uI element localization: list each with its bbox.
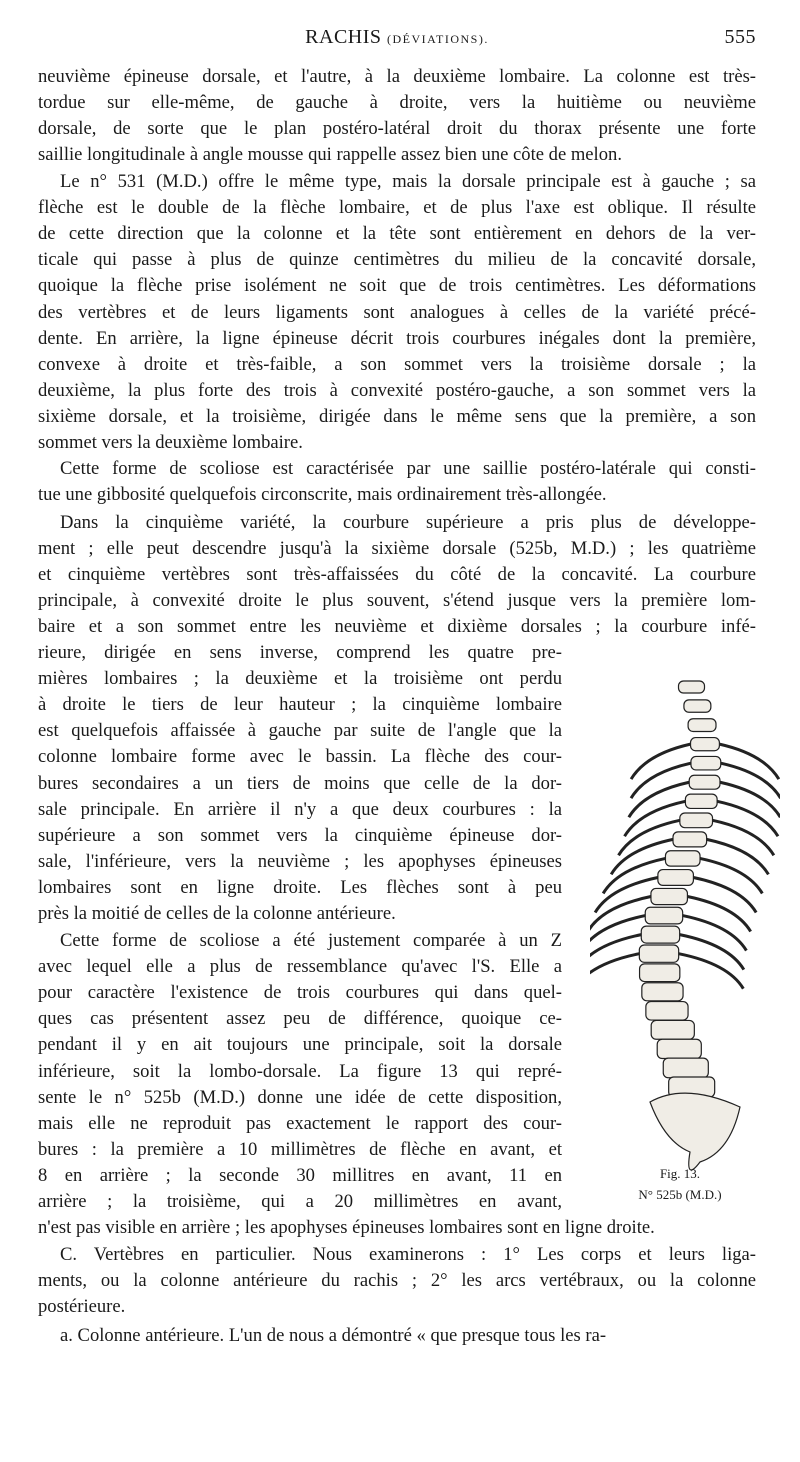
vertebra-mark xyxy=(665,851,700,866)
text-line: principale, à convexité droite le plus souvent, s'étend jusque vers la première lom- xyxy=(38,590,756,612)
vertebra-mark xyxy=(642,983,683,1001)
text-line: quoique la flèche prise isolément ne soit que de trois centimètres. Les déformations xyxy=(38,275,756,297)
vertebra-mark xyxy=(646,1002,688,1020)
vertebra-mark xyxy=(685,794,717,808)
figure-spine-illustration xyxy=(590,662,780,1192)
text-line: et cinquième vertèbres sont très-affaissées du côté de la concavité. La courbure xyxy=(38,564,756,586)
text-line: sixième dorsale, et la troisième, dirigée dans le même sens que la première, a son xyxy=(38,405,756,427)
text-line: est quelquefois affaissée à gauche par suite de l'angle que la xyxy=(38,720,562,742)
vertebra-mark xyxy=(691,738,720,751)
text-line: pendant il y en ait toujours une principale, soit la dorsale xyxy=(38,1034,562,1056)
running-head xyxy=(38,26,756,52)
text-line: Le n° 531 (M.D.) offre le même type, mais la dorsale principale est à gauche ; sa xyxy=(60,171,756,192)
text-line: avec lequel elle a plus de ressemblance qu'avec l'S. Elle a xyxy=(38,956,562,978)
vertebra-mark xyxy=(651,1020,694,1039)
text-line: bures secondaires a un tiers de moins que celle de la dor- xyxy=(38,772,562,794)
figure-caption: N° 525b (M.D.) xyxy=(638,1187,722,1202)
vertebra-mark xyxy=(639,945,678,962)
text-line: inférieure, soit la lombo-dorsale. La figure 13 qui repré- xyxy=(38,1060,562,1082)
vertebra-mark xyxy=(679,681,705,693)
text-line: dorsale, de sorte que le plan postéro-latéral droit du thorax présente une forte xyxy=(38,118,756,140)
vertebra-mark xyxy=(680,813,713,828)
running-title-main: RACHIS xyxy=(305,26,382,48)
text-line: Cette forme de scoliose a été justement comparée à un Z xyxy=(60,930,562,951)
text-line: postérieure. xyxy=(38,1296,126,1318)
text-line: bures : la première a 10 millimètres de flèche en avant, et xyxy=(38,1138,562,1160)
text-line: Cette forme de scoliose est caractérisée par une saillie postéro-latérale qui consti- xyxy=(60,458,756,479)
text-line: sommet vers la deuxième lombaire. xyxy=(38,432,303,453)
text-line: sente le n° 525b (M.D.) donne une idée de cette disposition, xyxy=(38,1086,562,1108)
vertebra-mark xyxy=(651,888,687,904)
text-line: pour caractère l'existence de trois courbures qui dans quel- xyxy=(38,982,562,1004)
text-line: supérieure a son sommet vers la cinquième épineuse dor- xyxy=(38,824,562,846)
vertebra-mark xyxy=(673,832,707,847)
vertebra-mark xyxy=(663,1058,708,1078)
sacrum-mark xyxy=(650,1093,740,1170)
text-line: sale principale. En arrière il n'y a que deux courbures : la xyxy=(38,798,562,820)
text-line: ments, ou la colonne antérieure du rachis ; 2° les arcs vertébraux, ou la colonne xyxy=(38,1270,756,1292)
page-number: 555 xyxy=(724,26,756,48)
text-line: de cette direction que la colonne et la tête sont entièrement en dehors de la ver- xyxy=(38,223,756,245)
vertebra-mark xyxy=(691,756,721,770)
text-line: a. Colonne antérieure. L'un de nous a démontré « que presque tous les ra- xyxy=(60,1325,607,1346)
vertebra-mark xyxy=(657,1039,701,1058)
vertebra-mark xyxy=(645,907,682,924)
text-line: près la moitié de celles de la colonne antérieure. xyxy=(38,903,396,924)
text-line: C. Vertèbres en particulier. Nous examinerons : 1° Les corps et leurs liga- xyxy=(60,1244,756,1265)
vertebra-mark xyxy=(658,870,694,886)
text-line: arrière ; la troisième, qui a 20 millimètres en avant, xyxy=(38,1191,562,1212)
running-title-sub: (DÉVIATIONS). xyxy=(387,32,489,46)
text-line: sale, l'inférieure, vers la neuvième ; les apophyses épineuses xyxy=(38,850,562,872)
text-line: tordue sur elle-même, de gauche à droite, vers la huitième ou neuvième xyxy=(38,92,756,114)
text-line: rieure, dirigée en sens inverse, comprend les quatre pre- xyxy=(38,642,562,663)
text-line: 8 en arrière ; la seconde 30 millitres en avant, 11 en xyxy=(38,1164,562,1186)
vertebra-mark xyxy=(688,719,716,732)
text-line: Dans la cinquième variété, la courbure supérieure a pris plus de développe- xyxy=(60,512,756,533)
spine-engraving xyxy=(590,662,780,1192)
vertebra-mark xyxy=(640,964,680,982)
text-line: ques cas présentent assez peu de différence, quoique ce- xyxy=(38,1008,562,1030)
text-line: à droite le tiers de leur hauteur ; la cinquième lombaire xyxy=(38,694,562,716)
text-line: convexe à droite et très-faible, a son sommet vers la troisième dorsale ; la xyxy=(38,353,756,375)
text-line: mais elle ne reproduit pas exactement le rapport des cour- xyxy=(38,1112,562,1134)
text-line: colonne lombaire forme avec le bassin. La flèche des cour- xyxy=(38,746,562,768)
text-line: saillie longitudinale à angle mousse qui rappelle assez bien une côte de melon. xyxy=(38,144,622,166)
text-line: flèche est le double de la flèche lombaire, et de plus l'axe est oblique. Il résulte xyxy=(38,197,756,219)
text-line: deuxième, la plus forte des trois à convexité postéro-gauche, a son sommet vers la xyxy=(38,379,756,401)
text-line: neuvième épineuse dorsale, et l'autre, à la deuxième lombaire. La colonne est très- xyxy=(38,66,756,87)
text-line: tue une gibbosité quelquefois circonscrite, mais ordinairement très-allongée. xyxy=(38,484,607,506)
vertebra-mark xyxy=(684,700,711,712)
running-title xyxy=(38,26,756,49)
figure-label: Fig. 13. xyxy=(659,1166,701,1181)
vertebra-mark xyxy=(689,775,720,789)
text-line: des vertèbres et de leurs ligaments sont analogues à celles de la variété précé- xyxy=(38,301,756,323)
vertebra-mark xyxy=(641,926,679,943)
text-line: mières lombaires ; la deuxième et la troisième ont perdu xyxy=(38,668,562,690)
text-line: n'est pas visible en arrière ; les apophyses épineuses lombaires sont en ligne droite. xyxy=(38,1217,655,1238)
text-line: ticale qui passe à plus de quinze centimètres du milieu de la concavité dorsale, xyxy=(38,249,756,271)
text-line: lombaires sont en ligne droite. Les flèches sont à peu xyxy=(38,876,562,898)
text-line: ment ; elle peut descendre jusqu'à la sixième dorsale (525b, M.D.) ; les quatrième xyxy=(38,538,756,560)
text-line: dente. En arrière, la ligne épineuse décrit trois courbures inégales dont la première, xyxy=(38,327,756,349)
text-line: baire et a son sommet entre les neuvième et dixième dorsales ; la courbure infé- xyxy=(38,616,756,638)
